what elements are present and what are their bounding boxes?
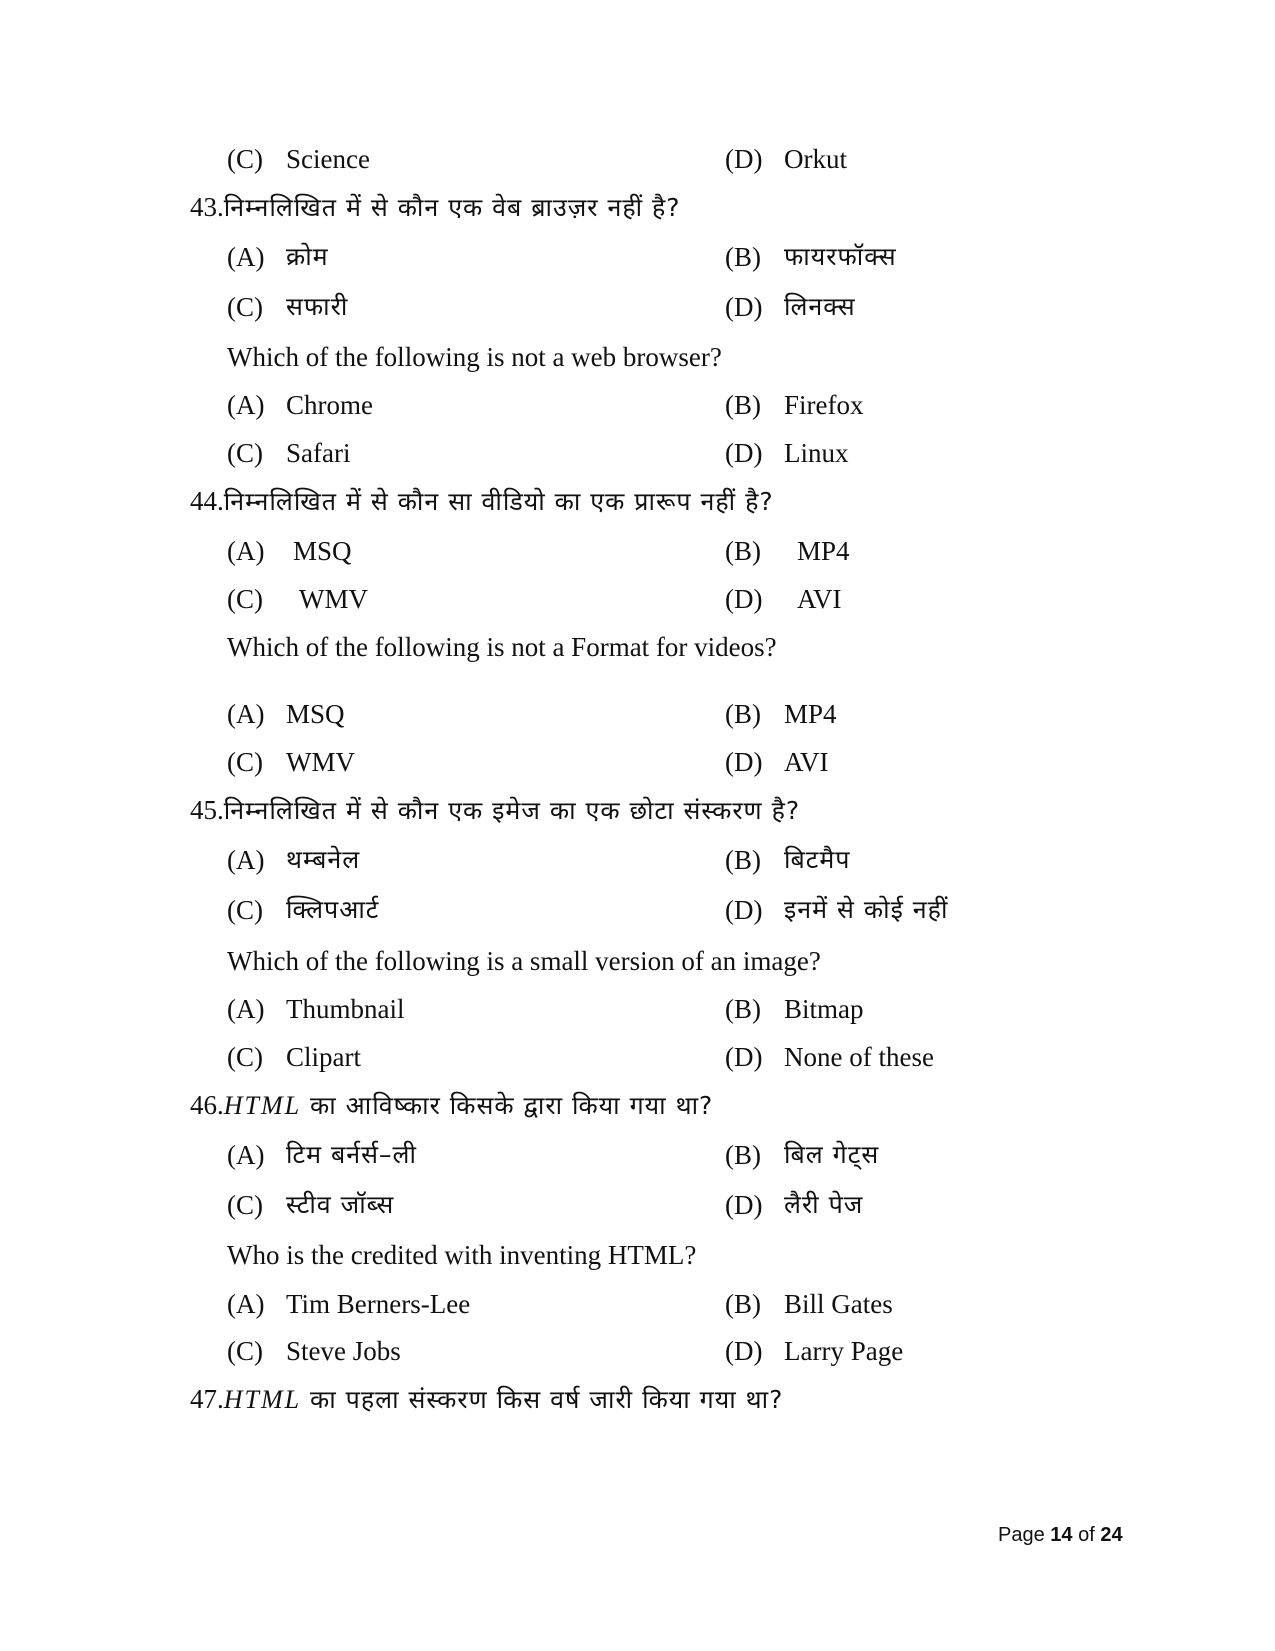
q46-hindi-question — [190, 1088, 713, 1123]
q43-en-c-label: (C) — [227, 438, 263, 468]
q46-en-d-label: (D) — [725, 1336, 763, 1366]
q45-hi-c-label: (C) — [227, 895, 263, 925]
q44-en-d-label: (D) — [725, 747, 763, 777]
q44-en-c-label: (C) — [227, 747, 263, 777]
q43-hi-a-label: (A) — [227, 242, 265, 272]
q46-hi-d-text: लैरी पेज — [784, 1190, 864, 1219]
question-text: निम्नलिखित में से कौन एक वेब ब्राउज़र नहीं है? — [223, 193, 681, 222]
q46-english-question: Who is the credited with inventing HTML? — [227, 1240, 697, 1270]
q43-hindi-question — [190, 190, 681, 225]
q44-hi-a-text: MSQ — [293, 536, 352, 566]
current-page: 14 — [1050, 1524, 1073, 1546]
question-text: का पहला संस्करण किस वर्ष जारी किया गया था? — [301, 1385, 784, 1414]
q43-en-d-text: Linux — [784, 438, 849, 468]
q46-hi-b-text: बिल गेट्स — [784, 1140, 880, 1169]
math-term: HTML — [223, 1385, 302, 1414]
q45-en-d-text: None of these — [784, 1042, 934, 1072]
q46-hi-a-label: (A) — [227, 1140, 265, 1170]
q43-english-question: Which of the following is not a web browser? — [227, 342, 722, 372]
q43-hi-a-text: क्रोम — [286, 242, 329, 271]
q45-hindi-question — [190, 793, 800, 828]
q46-hi-c-text: स्टीव जॉब्स — [286, 1190, 395, 1219]
q45-en-a-label: (A) — [227, 994, 265, 1024]
q44-hi-c-text: WMV — [299, 584, 368, 614]
q46-en-a-text: Tim Berners-Lee — [286, 1289, 471, 1319]
q44-hi-d-text: AVI — [797, 584, 842, 614]
q45-en-c-label: (C) — [227, 1042, 263, 1072]
question-text: निम्नलिखित में से कौन सा वीडियो का एक प्रारूप नहीं है? — [223, 487, 774, 516]
question-text: का आविष्कार किसके द्वारा किया गया था? — [301, 1091, 714, 1120]
q45-hi-d-text: इनमें से कोई नहीं — [784, 895, 949, 924]
q43-hi-b-text: फायरफॉक्स — [784, 242, 897, 271]
q44-hi-d-label: (D) — [725, 584, 763, 614]
q46-hi-d-label: (D) — [725, 1190, 763, 1220]
q46-en-b-text: Bill Gates — [784, 1289, 893, 1319]
q43-hi-c-label: (C) — [227, 292, 263, 322]
q47-hindi-question — [190, 1382, 783, 1417]
question-number: 47. — [190, 1384, 224, 1414]
q43-hi-c-text: सफारी — [286, 292, 349, 321]
q43-en-a-label: (A) — [227, 390, 265, 420]
q44-hi-a-label: (A) — [227, 536, 265, 566]
q44-en-a-label: (A) — [227, 699, 265, 729]
q45-en-b-label: (B) — [725, 994, 761, 1024]
q44-hi-b-label: (B) — [725, 536, 761, 566]
of-word: of — [1078, 1524, 1095, 1546]
q44-en-c-text: WMV — [286, 747, 355, 777]
q46-en-a-label: (A) — [227, 1289, 265, 1319]
option-text: Orkut — [784, 144, 847, 174]
q45-en-b-text: Bitmap — [784, 994, 864, 1024]
question-number: 44. — [190, 486, 224, 516]
q45-hi-a-text: थम्बनेल — [286, 845, 361, 874]
option-label: (D) — [725, 144, 763, 174]
q45-en-d-label: (D) — [725, 1042, 763, 1072]
q43-en-d-label: (D) — [725, 438, 763, 468]
q44-en-a-text: MSQ — [286, 699, 345, 729]
question-text: निम्नलिखित में से कौन एक इमेज का एक छोटा संस्करण है? — [223, 796, 801, 825]
option-label: (C) — [227, 144, 263, 174]
q44-english-question: Which of the following is not a Format for videos? — [227, 632, 777, 662]
page-word: Page — [998, 1524, 1045, 1546]
q45-hi-a-label: (A) — [227, 845, 265, 875]
total-pages: 24 — [1100, 1524, 1123, 1546]
q45-hi-b-text: बिटमैप — [784, 845, 851, 874]
q46-en-d-text: Larry Page — [784, 1336, 904, 1366]
q43-hi-b-label: (B) — [725, 242, 761, 272]
q43-en-b-label: (B) — [725, 390, 761, 420]
q43-hi-d-text: लिनक्स — [784, 292, 856, 321]
q43-hi-d-label: (D) — [725, 292, 763, 322]
q46-en-b-label: (B) — [725, 1289, 761, 1319]
question-number: 46. — [190, 1090, 224, 1120]
q45-hi-b-label: (B) — [725, 845, 761, 875]
q45-hi-c-text: क्लिपआर्ट — [286, 895, 380, 924]
q43-en-a-text: Chrome — [286, 390, 373, 420]
q46-en-c-label: (C) — [227, 1336, 263, 1366]
q45-english-question: Which of the following is a small version of an image? — [227, 946, 821, 976]
q45-en-a-text: Thumbnail — [286, 994, 405, 1024]
q44-en-b-label: (B) — [725, 699, 761, 729]
question-number: 43. — [190, 192, 224, 222]
question-number: 45. — [190, 795, 224, 825]
q44-hindi-question — [190, 484, 774, 519]
q44-hi-b-text: MP4 — [797, 536, 850, 566]
q44-hi-c-label: (C) — [227, 584, 263, 614]
q46-hi-c-label: (C) — [227, 1190, 263, 1220]
q46-en-c-text: Steve Jobs — [286, 1336, 401, 1366]
option-text: Science — [286, 144, 370, 174]
page-number — [998, 1522, 1123, 1548]
q45-hi-d-label: (D) — [725, 895, 763, 925]
q44-en-b-text: MP4 — [784, 699, 837, 729]
q46-hi-b-label: (B) — [725, 1140, 761, 1170]
q45-en-c-text: Clipart — [286, 1042, 361, 1072]
q43-en-c-text: Safari — [286, 438, 351, 468]
math-term: HTML — [223, 1091, 302, 1120]
q44-en-d-text: AVI — [784, 747, 829, 777]
q46-hi-a-text: टिम बर्नर्स–ली — [286, 1140, 417, 1169]
q43-en-b-text: Firefox — [784, 390, 864, 420]
